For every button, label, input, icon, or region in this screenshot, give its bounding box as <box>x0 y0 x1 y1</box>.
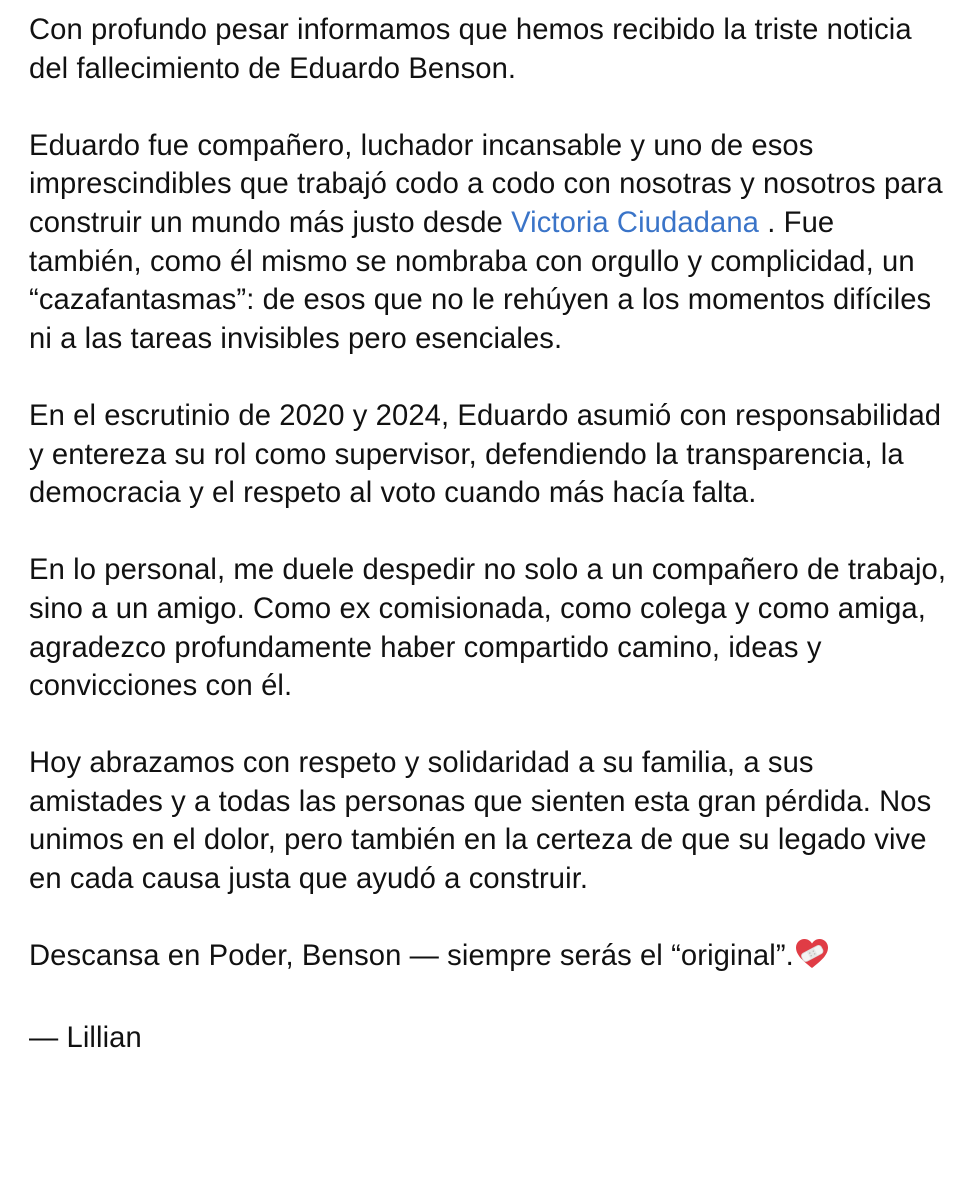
paragraph-escrutinio: En el escrutinio de 2020 y 2024, Eduardo asumió con responsabilidad y entereza su rol como supervisor, defendiendo la transparencia, la democracia y el respeto al voto cuando más hacía falta. <box>29 399 942 510</box>
farewell-text: Descansa en Poder, Benson — siempre serás el “original”. <box>29 940 794 973</box>
signature: — Lillian <box>29 1022 142 1055</box>
paragraph-intro: Con profundo pesar informamos que hemos recibido la triste noticia del fallecimiento de Eduardo Benson. <box>29 14 912 85</box>
paragraph-text: . Fue también, como él mismo se nombraba con orgullo y complicidad, un “cazafantasmas”: de esos que no le rehúyen a los momentos difíciles ni a las tareas invisibles pero esenciales. <box>29 206 932 355</box>
paragraph-text: Eduardo fue compañero, luchador incansable y uno de esos imprescindibles que trabajó codo a codo con nosotras y nosotros para construir un mundo más justo desde <box>29 129 943 239</box>
paragraph-condolences: Hoy abrazamos con respeto y solidaridad a su familia, a sus amistades y a todas las personas que sienten esta gran pérdida. Nos unimos en el dolor, pero también en la certeza de que su legado vive en cada causa justa que ayudó a construir. <box>29 747 932 896</box>
paragraph-farewell <box>29 937 954 981</box>
mending-heart-icon <box>795 938 829 981</box>
victoria-ciudadana-link[interactable]: Victoria Ciudadana <box>511 206 760 239</box>
paragraph-about-eduardo <box>29 127 954 359</box>
paragraph-personal: En lo personal, me duele despedir no solo a un compañero de trabajo, sino a un amigo. Como ex comisionada, como colega y como amiga, agradezco profundamente haber compartido camino, ideas y convicciones con él. <box>29 554 947 703</box>
post-body <box>29 0 954 1058</box>
